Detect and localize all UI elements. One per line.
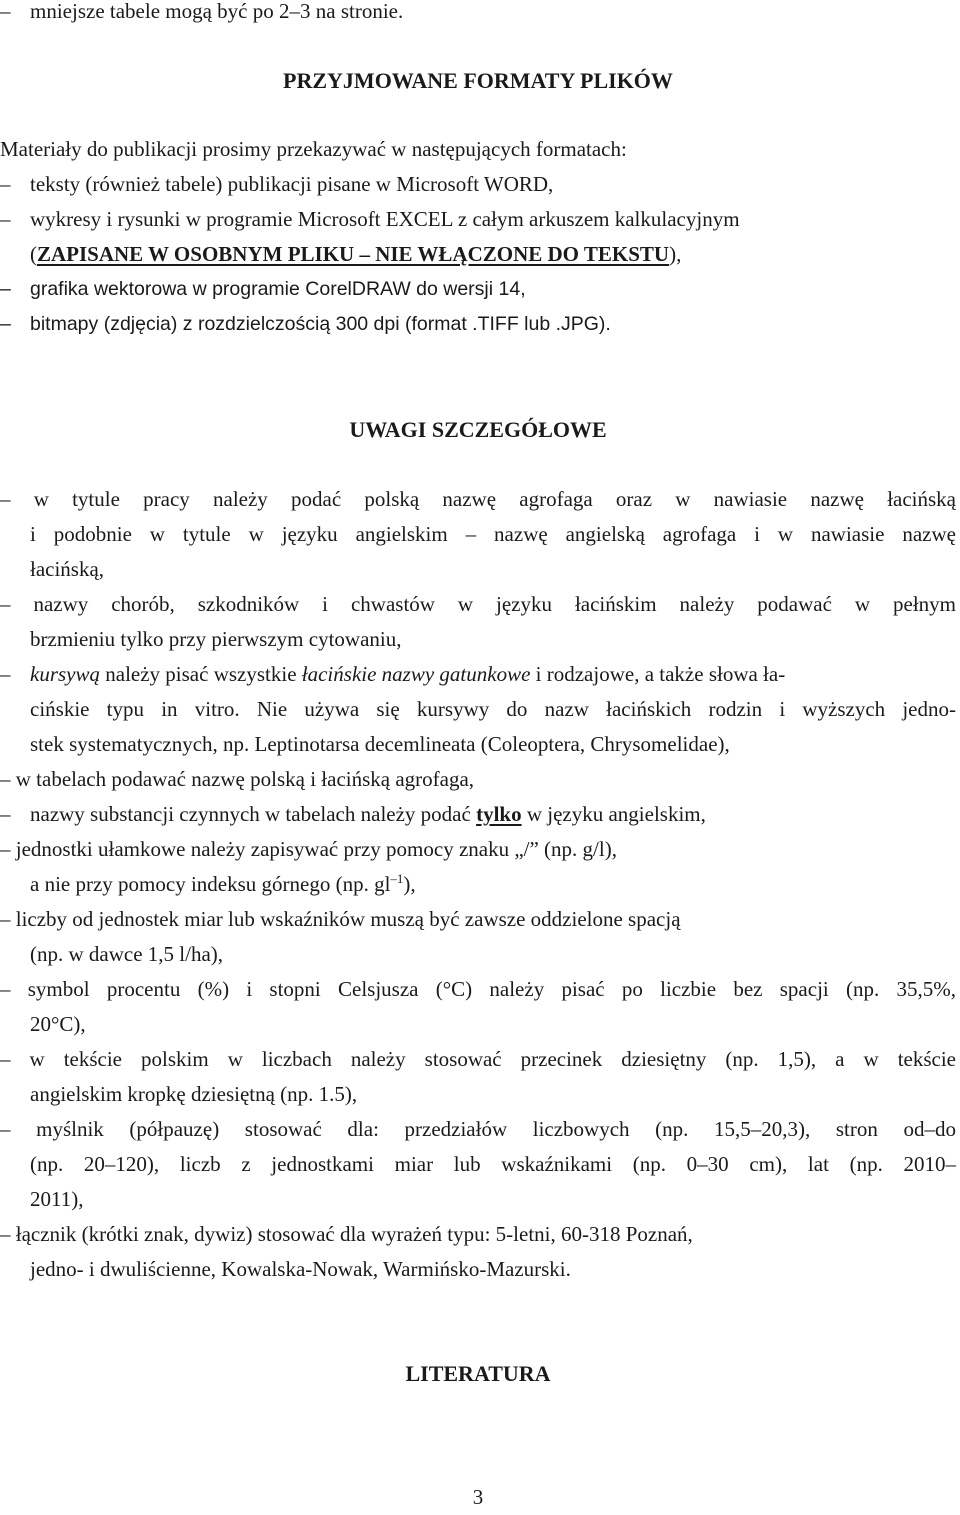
remarks-line-12: a nie przy pomocy indeksu górnego (np. $gl^{-1}$),: [30, 871, 416, 896]
remarks-line-3: łacińską,: [30, 557, 105, 581]
remarks-line-14: (np. w dawce 1,5 l/ha),: [30, 942, 224, 966]
formats-item-bitmaps: – bitmapy (zdjęcia) z rozdzielczością 300 dpi (format .TIFF lub .JPG).: [0, 313, 611, 335]
remarks-line-18: angielskim kropkę dziesiętną (np. 1.5),: [30, 1082, 358, 1106]
remarks-line-4: – nazwy chorób, szkodników i chwastów w języku łacińskim należy podawać w pełnym: [0, 592, 956, 616]
remarks-line-17: – w tekście polskim w liczbach należy stosować przecinek dziesiętny (np. 1,5), a w tekście: [0, 1047, 956, 1071]
remarks-line-13: – liczby od jednostek miar lub wskaźników muszą być zawsze oddzielone spacją: [0, 907, 681, 931]
remarks-line-20: (np. 20–120), liczb z jednostkami miar lub wskaźnikami (np. 0–30 cm), lat (np. 2010–: [30, 1152, 956, 1176]
remarks-line-19: – myślnik (półpauzę) stosować dla: przedziałów liczbowych (np. 15,5–20,3), stron od–do: [0, 1117, 956, 1141]
remarks-line-6: – kursywą należy pisać wszystkie łacińskie nazwy gatunkowe i rodzajowe, a także słowa ła-: [0, 662, 786, 686]
underlined-emphasis: tylko: [476, 802, 522, 826]
formats-item-excel-note: (ZAPISANE W OSOBNYM PLIKU – NIE WŁĄCZONE DO TEKSTU),: [30, 242, 682, 266]
remarks-line-7: cińskie typu in vitro. Nie używa się kursywy do nazw łacińskich rodzin i wyższych jedno-: [30, 697, 956, 721]
remarks-line-1: – w tytule pracy należy podać polską nazwę agrofaga oraz w nawiasie nazwę łacińską: [0, 487, 956, 511]
remarks-line-15: – symbol procentu (%) i stopni Celsjusza (°C) należy pisać po liczbie bez spacji (np. 35,5%,: [0, 977, 956, 1001]
remarks-line-16: 20°C),: [30, 1012, 86, 1036]
formats-intro: Materiały do publikacji prosimy przekazywać w następujących formatach:: [0, 137, 627, 161]
formats-item-word: – teksty (również tabele) publikacji pisane w Microsoft WORD,: [0, 172, 554, 196]
remarks-line-8: stek systematycznych, np. Leptinotarsa decemlineata (Coleoptera, Chrysomelidae),: [30, 732, 730, 756]
separate-file-notice: ZAPISANE W OSOBNYM PLIKU – NIE WŁĄCZONE DO TEKSTU: [37, 242, 670, 266]
formats-item-coreldraw: – grafika wektorowa w programie CorelDRAW do wersji 14,: [0, 278, 526, 300]
top-list-item: – mniejsze tabele mogą być po 2–3 na stronie.: [0, 0, 404, 23]
remarks-line-10: – nazwy substancji czynnych w tabelach należy podać tylko w języku angielskim,: [0, 802, 706, 826]
formats-heading: PRZYJMOWANE FORMATY PLIKÓW: [283, 68, 673, 93]
literature-heading: LITERATURA: [405, 1361, 551, 1386]
formats-item-excel: – wykresy i rysunki w programie Microsoft EXCEL z całym arkuszem kalkulacyjnym: [0, 207, 740, 231]
italic-example-2: łacińskie nazwy gatunkowe: [301, 662, 531, 686]
remarks-line-21: 2011),: [30, 1187, 84, 1211]
remarks-line-5: brzmieniu tylko przy pierwszym cytowaniu,: [30, 627, 402, 651]
remarks-heading: UWAGI SZCZEGÓŁOWE: [349, 417, 607, 442]
remarks-line-9: – w tabelach podawać nazwę polską i łacińską agrofaga,: [0, 767, 475, 791]
superscript-example: –1: [390, 871, 404, 886]
remarks-line-22: – łącznik (krótki znak, dywiz) stosować dla wyrażeń typu: 5-letni, 60-318 Poznań,: [0, 1222, 693, 1246]
remarks-line-23: jedno- i dwuliścienne, Kowalska-Nowak, Warmińsko-Mazurski.: [30, 1257, 571, 1281]
remarks-line-11: – jednostki ułamkowe należy zapisywać przy pomocy znaku „/” (np. g/l),: [0, 837, 617, 861]
italic-example-1: kursywą: [30, 662, 100, 686]
page-number: 3: [472, 1485, 484, 1509]
remarks-line-2: i podobnie w tytule w języku angielskim – nazwę angielską agrofaga i w nawiasie nazwę: [30, 522, 956, 546]
